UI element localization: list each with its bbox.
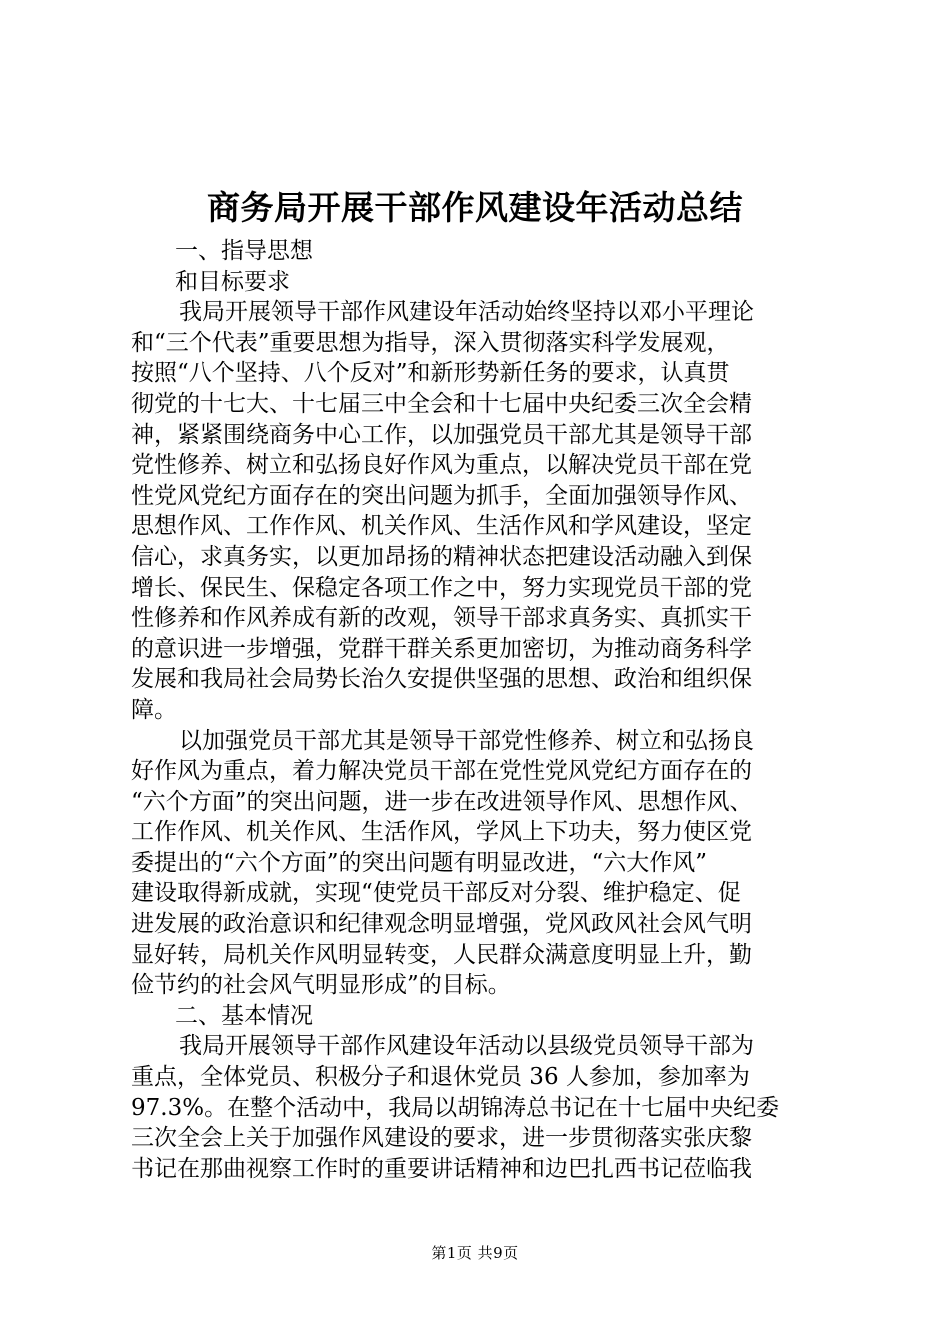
body-line: 彻党的十七大、十七届三中全会和十七届中央纪委三次全会精 — [131, 390, 752, 417]
body-line: 97.3%。在整个活动中，我局以胡锦涛总书记在十七届中央纪委 — [131, 1094, 780, 1121]
body-line: 增长、保民生、保稳定各项工作之中，努力实现党员干部的党 — [131, 574, 752, 601]
body-line: 三次全会上关于加强作风建设的要求，进一步贯彻落实张庆黎 — [131, 1125, 752, 1152]
body-line: 信心，求真务实，以更加昂扬的精神状态把建设活动融入到保 — [131, 543, 752, 570]
body-line: 好作风为重点，着力解决党员干部在党性党风党纪方面存在的 — [131, 758, 752, 785]
body-line: 委提出的“六个方面”的突出问题有明显改进，“六大作风” — [131, 849, 708, 876]
body-line: 工作作风、机关作风、生活作风，学风上下功夫，努力使区党 — [131, 819, 752, 846]
body-line: 以加强党员干部尤其是领导干部党性修养、树立和弘扬良 — [179, 727, 754, 754]
body-line: 显好转，局机关作风明显转变，人民群众满意度明显上升，勤 — [131, 941, 752, 968]
body-line: 党性修养、树立和弘扬良好作风为重点，以解决党员干部在党 — [131, 452, 752, 479]
body-line: 我局开展领导干部作风建设年活动以县级党员领导干部为 — [179, 1033, 754, 1060]
body-line: 俭节约的社会风气明显形成”的目标。 — [131, 972, 511, 999]
body-line: 的意识进一步增强，党群干群关系更加密切，为推动商务科学 — [131, 635, 752, 662]
body-line: 书记在那曲视察工作时的重要讲话精神和边巴扎西书记莅临我 — [131, 1155, 752, 1182]
body-line: 进发展的政治意识和纪律观念明显增强，党风政风社会风气明 — [131, 911, 752, 938]
body-line: 一、指导思想 — [175, 238, 313, 264]
document-body — [131, 236, 831, 1184]
page-footer: 第1页 共9页 — [431, 1244, 519, 1262]
body-line: 神，紧紧围绕商务中心工作，以加强党员干部尤其是领导干部 — [131, 421, 752, 448]
body-line: 性党风党纪方面存在的突出问题为抓手，全面加强领导作风、 — [131, 482, 752, 509]
body-line: 思想作风、工作作风、机关作风、生活作风和学风建设，坚定 — [131, 513, 752, 540]
body-line: 障。 — [131, 696, 177, 723]
body-line: 按照“八个坚持、八个反对”和新形势新任务的要求，认真贯 — [131, 360, 730, 387]
document-title: 商务局开展干部作风建设年活动总结 — [207, 188, 743, 227]
body-line: 我局开展领导干部作风建设年活动始终坚持以邓小平理论 — [179, 299, 754, 326]
body-line: “六个方面”的突出问题，进一步在改进领导作风、思想作风、 — [131, 788, 753, 815]
body-line: 和目标要求 — [175, 268, 290, 295]
body-line: 和“三个代表”重要思想为指导，深入贯彻落实科学发展观， — [131, 329, 730, 356]
body-line: 发展和我局社会局势长治久安提供坚强的思想、政治和组织保 — [131, 666, 752, 693]
body-line: 二、基本情况 — [175, 1002, 313, 1029]
body-line: 建设取得新成就，实现“使党员干部反对分裂、维护稳定、促 — [131, 880, 741, 907]
body-line: 性修养和作风养成有新的改观，领导干部求真务实、真抓实干 — [131, 605, 752, 632]
body-line: 重点，全体党员、积极分子和退休党员 36 人参加，参加率为 — [131, 1064, 750, 1091]
